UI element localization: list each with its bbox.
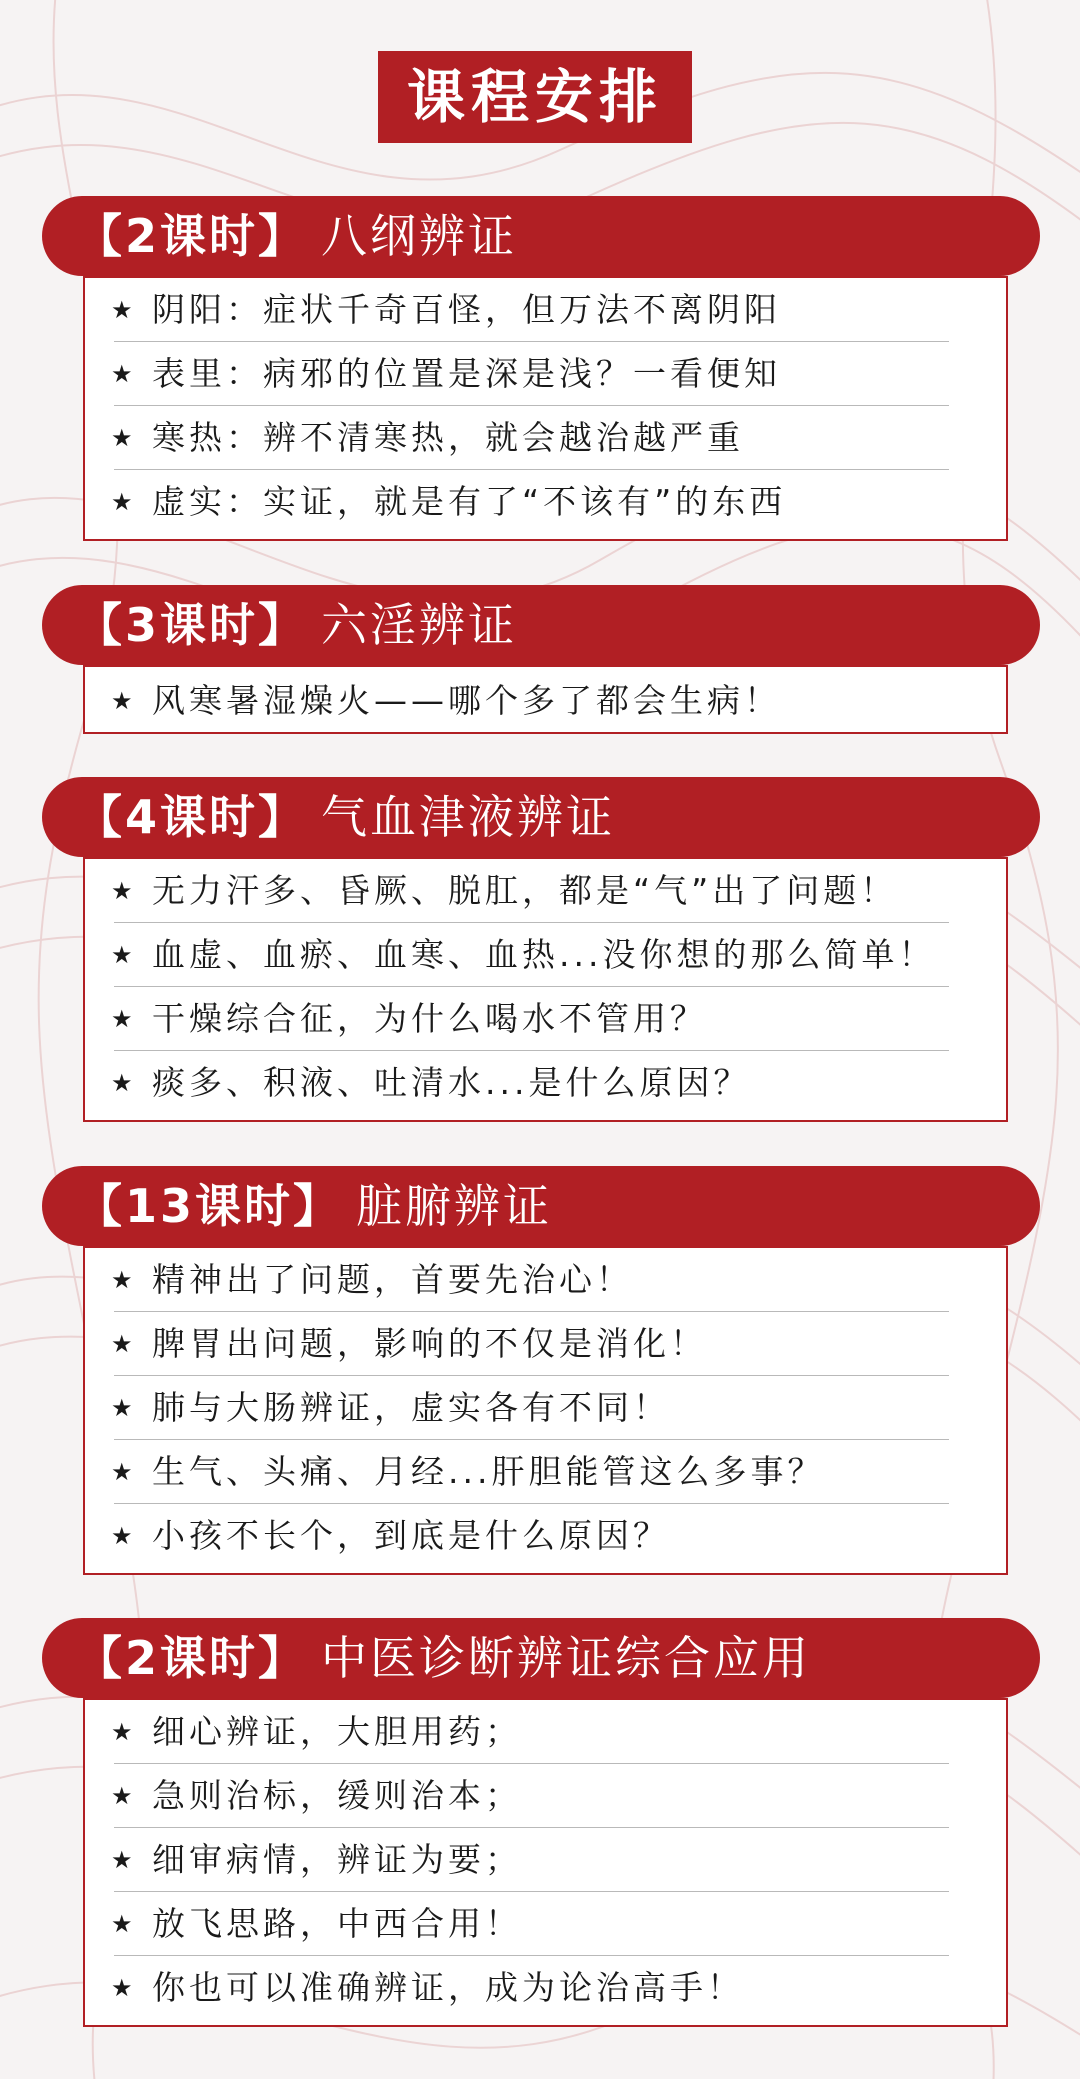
star-icon: ★: [111, 1069, 137, 1097]
star-icon: ★: [111, 1266, 137, 1294]
list-item: [111, 406, 949, 470]
list-item: [111, 987, 949, 1051]
list-item: [111, 470, 949, 534]
list-item: [111, 1312, 949, 1376]
item-text: 阴阳：症状千奇百怪，但万法不离阴阳: [152, 290, 781, 329]
list-item: [111, 1248, 949, 1312]
course-section-zonghe: [0, 1618, 1080, 2027]
item-text: 痰多、积液、吐清水...是什么原因？: [152, 1063, 751, 1102]
star-icon: ★: [111, 296, 137, 324]
item-text: 细心辨证，大胆用药；: [152, 1712, 522, 1751]
section-hours: 【3课时】: [76, 598, 308, 652]
section-banner: [42, 1618, 1040, 1698]
list-item: [111, 1504, 949, 1568]
list-item: [111, 1440, 949, 1504]
star-icon: ★: [111, 1330, 137, 1358]
item-text: 表里：病邪的位置是深是浅？一看便知: [152, 354, 781, 393]
course-section-qixue: [0, 777, 1080, 1122]
section-topic: 脏腑辨证: [356, 1179, 553, 1233]
list-item: [111, 342, 949, 406]
item-text: 脾胃出问题，影响的不仅是消化！: [152, 1324, 707, 1363]
list-item: [111, 1828, 949, 1892]
section-topic: 六淫辨证: [321, 598, 518, 652]
list-item: [111, 923, 949, 987]
item-text: 小孩不长个，到底是什么原因？: [152, 1516, 670, 1555]
section-hours: 【4课时】: [76, 790, 308, 844]
section-hours: 【2课时】: [76, 209, 308, 263]
item-text: 你也可以准确辨证，成为论治高手！: [152, 1968, 744, 2007]
star-icon: ★: [111, 877, 137, 905]
section-banner: [42, 196, 1040, 276]
list-item: [111, 859, 949, 923]
list-item: [111, 1892, 949, 1956]
section-hours: 【2课时】: [76, 1631, 308, 1685]
star-icon: ★: [111, 1005, 137, 1033]
star-icon: ★: [111, 360, 137, 388]
star-icon: ★: [111, 488, 137, 516]
section-banner: [42, 777, 1040, 857]
star-icon: ★: [111, 1394, 137, 1422]
section-topic: 气血津液辨证: [321, 790, 616, 844]
section-hours: 【13课时】: [76, 1179, 343, 1233]
item-text: 精神出了问题，首要先治心！: [152, 1260, 633, 1299]
list-item: [111, 278, 949, 342]
list-item: [111, 1956, 949, 2020]
star-icon: ★: [111, 1718, 137, 1746]
star-icon: ★: [111, 1458, 137, 1486]
section-banner: [42, 585, 1040, 665]
item-text: 风寒暑湿燥火——哪个多了都会生病！: [152, 681, 781, 720]
course-section-bagang: [0, 196, 1080, 541]
section-content-box: [83, 857, 1008, 1122]
list-item: [111, 1764, 949, 1828]
section-content-box: [83, 1698, 1008, 2027]
star-icon: ★: [111, 1522, 137, 1550]
item-text: 虚实：实证，就是有了“不该有”的东西: [152, 482, 787, 521]
section-topic: 八纲辨证: [321, 209, 518, 263]
section-banner: [42, 1166, 1040, 1246]
list-item: [111, 1051, 949, 1115]
item-text: 肺与大肠辨证，虚实各有不同！: [152, 1388, 670, 1427]
item-text: 生气、头痛、月经...肝胆能管这么多事？: [152, 1452, 825, 1491]
item-text: 寒热：辨不清寒热，就会越治越严重: [152, 418, 744, 457]
section-content-box: [83, 1246, 1008, 1575]
item-text: 细审病情，辨证为要；: [152, 1840, 522, 1879]
star-icon: ★: [111, 1910, 137, 1938]
item-text: 血虚、血瘀、血寒、血热...没你想的那么简单！: [152, 935, 936, 974]
star-icon: ★: [111, 941, 137, 969]
star-icon: ★: [111, 687, 137, 715]
star-icon: ★: [111, 1974, 137, 2002]
star-icon: ★: [111, 1846, 137, 1874]
item-text: 无力汗多、昏厥、脱肛，都是“气”出了问题！: [152, 871, 898, 910]
item-text: 放飞思路，中西合用！: [152, 1904, 522, 1943]
star-icon: ★: [111, 424, 137, 452]
item-text: 干燥综合征，为什么喝水不管用？: [152, 999, 707, 1038]
list-item: [111, 669, 949, 733]
item-text: 急则治标，缓则治本；: [152, 1776, 522, 1815]
page-title: 课程安排: [378, 51, 692, 143]
section-content-box: [83, 665, 1008, 734]
list-item: [111, 1376, 949, 1440]
star-icon: ★: [111, 1782, 137, 1810]
course-section-zangfu: [0, 1166, 1080, 1575]
section-topic: 中医诊断辨证综合应用: [321, 1631, 812, 1685]
course-section-liuyin: [0, 585, 1080, 734]
list-item: [111, 1700, 949, 1764]
section-content-box: [83, 276, 1008, 541]
